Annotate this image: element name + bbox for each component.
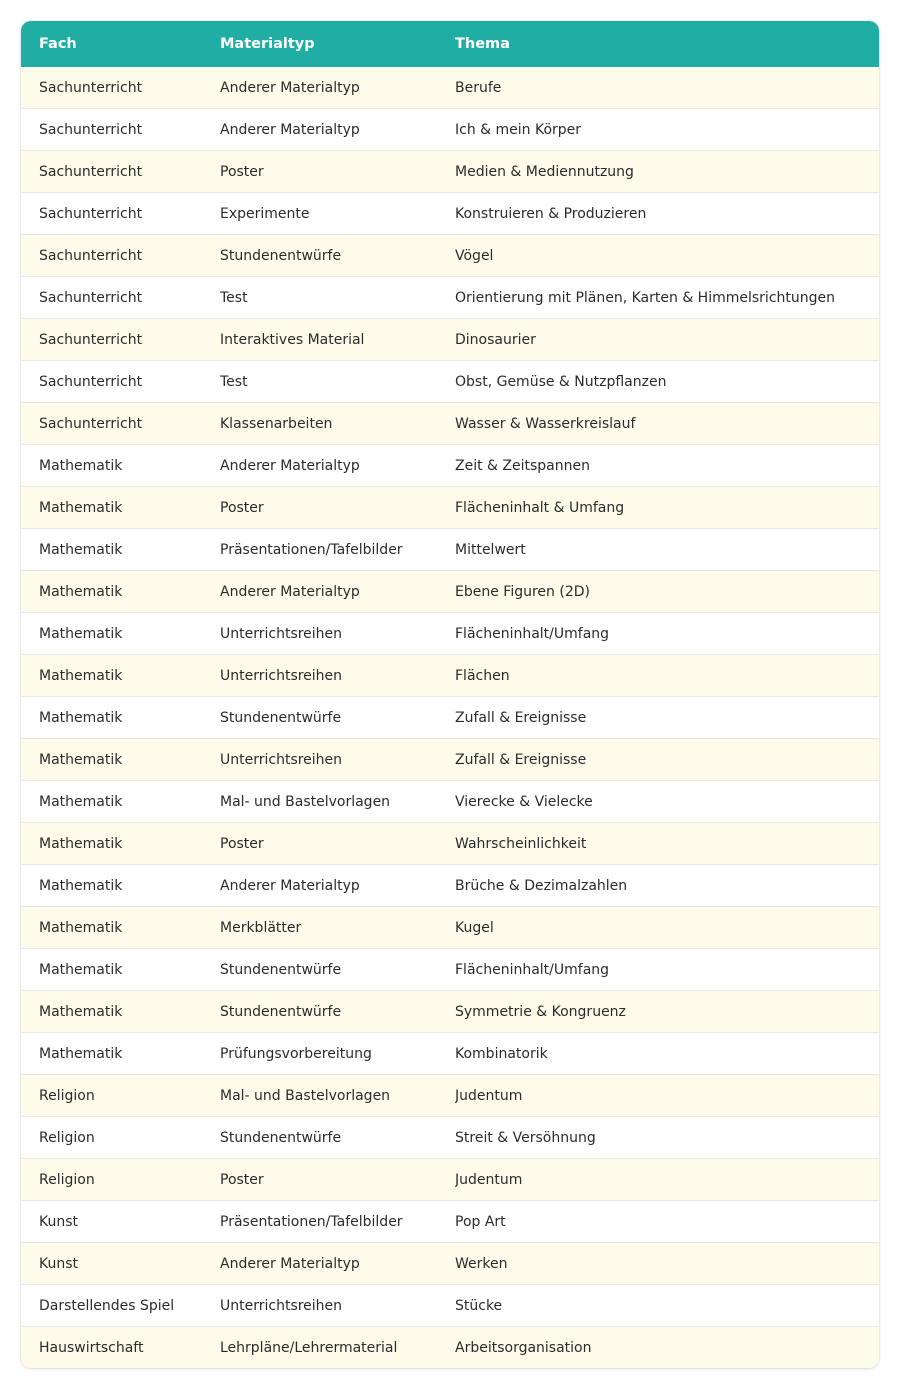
cell-materialtyp: Stundenentwürfe <box>220 709 342 726</box>
table-row[interactable] <box>21 402 879 444</box>
cell-materialtyp: Stundenentwürfe <box>220 1129 342 1146</box>
table-row[interactable] <box>21 1200 879 1242</box>
cell-materialtyp: Interaktives Material <box>220 331 365 348</box>
cell-materialtyp: Test <box>220 289 248 306</box>
cell-thema: Orientierung mit Plänen, Karten & Himmelsrichtungen <box>455 289 835 306</box>
cell-materialtyp: Stundenentwürfe <box>220 247 342 264</box>
column-header-materialtyp[interactable]: Materialtyp <box>220 36 315 52</box>
cell-thema: Pop Art <box>455 1213 506 1230</box>
table-row[interactable] <box>21 108 879 150</box>
cell-fach: Mathematik <box>39 919 123 936</box>
cell-fach: Hauswirtschaft <box>39 1339 144 1356</box>
cell-materialtyp: Test <box>220 373 248 390</box>
cell-fach: Mathematik <box>39 499 123 516</box>
table-row[interactable] <box>21 150 879 192</box>
cell-thema: Medien & Mediennutzung <box>455 163 634 180</box>
cell-fach: Mathematik <box>39 1045 123 1062</box>
cell-thema: Wahrscheinlichkeit <box>455 835 587 852</box>
cell-fach: Mathematik <box>39 961 123 978</box>
cell-thema: Zufall & Ereignisse <box>455 709 587 726</box>
table-row[interactable] <box>21 1158 879 1200</box>
cell-thema: Zufall & Ereignisse <box>455 751 587 768</box>
table-row[interactable] <box>21 906 879 948</box>
cell-fach: Sachunterricht <box>39 205 143 222</box>
cell-materialtyp: Lehrpläne/Lehrermaterial <box>220 1339 398 1356</box>
table-row[interactable] <box>21 612 879 654</box>
cell-thema: Flächeninhalt & Umfang <box>455 499 625 516</box>
table-row[interactable] <box>21 276 879 318</box>
table-row[interactable] <box>21 990 879 1032</box>
cell-thema: Brüche & Dezimalzahlen <box>455 877 628 894</box>
cell-thema: Vierecke & Vielecke <box>455 793 593 810</box>
cell-fach: Darstellendes Spiel <box>39 1297 175 1314</box>
cell-materialtyp: Poster <box>220 835 264 852</box>
table-row[interactable] <box>21 360 879 402</box>
materials-table <box>21 21 879 1368</box>
table-row[interactable] <box>21 864 879 906</box>
cell-thema: Judentum <box>455 1087 523 1104</box>
cell-materialtyp: Prüfungsvorbereitung <box>220 1045 372 1062</box>
cell-fach: Sachunterricht <box>39 331 143 348</box>
table-row[interactable] <box>21 696 879 738</box>
cell-materialtyp: Klassenarbeiten <box>220 415 333 432</box>
cell-fach: Kunst <box>39 1255 79 1272</box>
cell-fach: Mathematik <box>39 751 123 768</box>
cell-fach: Mathematik <box>39 1003 123 1020</box>
table-row[interactable] <box>21 1242 879 1284</box>
table-row[interactable] <box>21 780 879 822</box>
table-row[interactable] <box>21 822 879 864</box>
table-row[interactable] <box>21 318 879 360</box>
cell-materialtyp: Präsentationen/Tafelbilder <box>220 1213 403 1230</box>
cell-fach: Sachunterricht <box>39 121 143 138</box>
cell-thema: Mittelwert <box>455 541 526 558</box>
cell-thema: Flächeninhalt/Umfang <box>455 625 610 642</box>
table-row[interactable] <box>21 1116 879 1158</box>
cell-thema: Arbeitsorganisation <box>455 1339 592 1356</box>
cell-thema: Ebene Figuren (2D) <box>455 583 590 600</box>
cell-fach: Mathematik <box>39 709 123 726</box>
table-row[interactable] <box>21 1326 879 1368</box>
table-row[interactable] <box>21 1284 879 1326</box>
table-row[interactable] <box>21 1074 879 1116</box>
cell-fach: Sachunterricht <box>39 79 143 96</box>
cell-fach: Religion <box>39 1087 95 1104</box>
cell-thema: Obst, Gemüse & Nutzpflanzen <box>455 373 667 390</box>
cell-materialtyp: Poster <box>220 499 264 516</box>
cell-thema: Kugel <box>455 919 494 936</box>
table-row[interactable] <box>21 948 879 990</box>
cell-thema: Vögel <box>455 247 494 264</box>
cell-materialtyp: Anderer Materialtyp <box>220 1255 360 1272</box>
cell-materialtyp: Experimente <box>220 205 310 222</box>
cell-materialtyp: Merkblätter <box>220 919 302 936</box>
cell-materialtyp: Präsentationen/Tafelbilder <box>220 541 403 558</box>
cell-materialtyp: Stundenentwürfe <box>220 1003 342 1020</box>
cell-materialtyp: Anderer Materialtyp <box>220 877 360 894</box>
cell-materialtyp: Anderer Materialtyp <box>220 583 360 600</box>
cell-materialtyp: Poster <box>220 163 264 180</box>
cell-fach: Mathematik <box>39 667 123 684</box>
table-body <box>21 67 879 1368</box>
cell-materialtyp: Unterrichtsreihen <box>220 667 343 684</box>
cell-materialtyp: Mal- und Bastelvorlagen <box>220 793 391 810</box>
cell-materialtyp: Poster <box>220 1171 264 1188</box>
cell-fach: Sachunterricht <box>39 163 143 180</box>
cell-fach: Religion <box>39 1129 95 1146</box>
cell-thema: Berufe <box>455 79 502 96</box>
cell-fach: Sachunterricht <box>39 373 143 390</box>
table-row[interactable] <box>21 67 879 108</box>
cell-thema: Flächeninhalt/Umfang <box>455 961 610 978</box>
cell-fach: Sachunterricht <box>39 415 143 432</box>
cell-fach: Kunst <box>39 1213 79 1230</box>
cell-materialtyp: Unterrichtsreihen <box>220 625 343 642</box>
cell-thema: Werken <box>455 1255 508 1272</box>
cell-thema: Symmetrie & Kongruenz <box>455 1003 626 1020</box>
cell-materialtyp: Anderer Materialtyp <box>220 457 360 474</box>
table-row[interactable] <box>21 1032 879 1074</box>
cell-materialtyp: Unterrichtsreihen <box>220 1297 343 1314</box>
table-header <box>21 21 879 67</box>
cell-thema: Kombinatorik <box>455 1045 548 1062</box>
table-row[interactable] <box>21 234 879 276</box>
cell-thema: Wasser & Wasserkreislauf <box>455 415 636 432</box>
cell-materialtyp: Stundenentwürfe <box>220 961 342 978</box>
cell-thema: Judentum <box>455 1171 523 1188</box>
cell-fach: Religion <box>39 1171 95 1188</box>
cell-thema: Konstruieren & Produzieren <box>455 205 647 222</box>
cell-fach: Mathematik <box>39 877 123 894</box>
table-row[interactable] <box>21 486 879 528</box>
cell-fach: Sachunterricht <box>39 247 143 264</box>
cell-fach: Mathematik <box>39 835 123 852</box>
cell-fach: Mathematik <box>39 583 123 600</box>
table-row[interactable] <box>21 738 879 780</box>
table-row[interactable] <box>21 192 879 234</box>
column-header-fach[interactable]: Fach <box>39 36 77 52</box>
cell-thema: Flächen <box>455 667 510 684</box>
cell-thema: Zeit & Zeitspannen <box>455 457 590 474</box>
cell-thema: Dinosaurier <box>455 331 536 348</box>
cell-thema: Ich & mein Körper <box>455 121 582 138</box>
column-header-thema[interactable]: Thema <box>455 36 510 52</box>
cell-thema: Streit & Versöhnung <box>455 1129 596 1146</box>
cell-fach: Sachunterricht <box>39 289 143 306</box>
cell-materialtyp: Unterrichtsreihen <box>220 751 343 768</box>
cell-materialtyp: Anderer Materialtyp <box>220 121 360 138</box>
table-row[interactable] <box>21 528 879 570</box>
cell-fach: Mathematik <box>39 625 123 642</box>
cell-fach: Mathematik <box>39 793 123 810</box>
cell-materialtyp: Anderer Materialtyp <box>220 79 360 96</box>
table-row[interactable] <box>21 444 879 486</box>
table-row[interactable] <box>21 570 879 612</box>
cell-materialtyp: Mal- und Bastelvorlagen <box>220 1087 391 1104</box>
table-row[interactable] <box>21 654 879 696</box>
cell-fach: Mathematik <box>39 457 123 474</box>
cell-thema: Stücke <box>455 1297 503 1314</box>
cell-fach: Mathematik <box>39 541 123 558</box>
